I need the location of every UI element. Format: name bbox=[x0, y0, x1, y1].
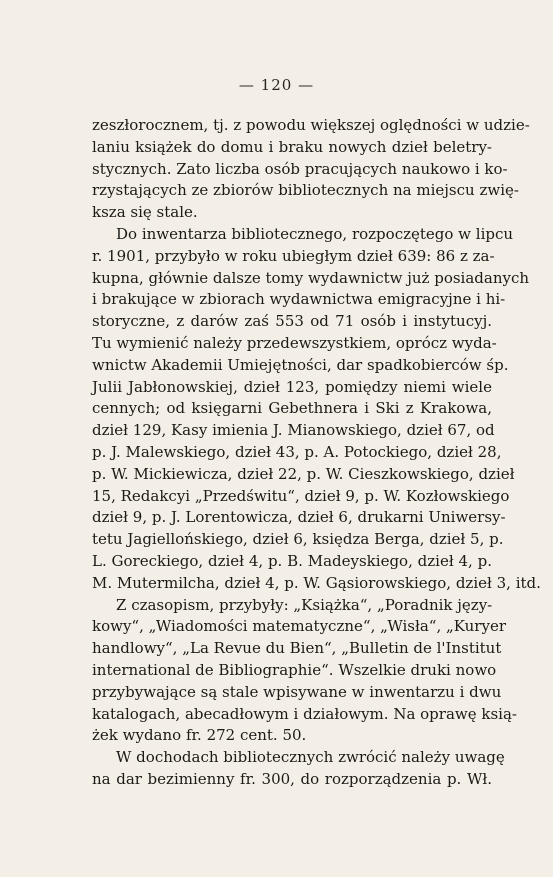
text-line: Tu wymienić należy przedewszystkiem, oprócz wyda- bbox=[92, 333, 497, 352]
text-line: Do inwentarza bibliotecznego, rozpoczętego w lipcu bbox=[116, 224, 514, 243]
text-line: stycznych. Zato liczba osób pracujących naukowo i ko- bbox=[92, 159, 508, 178]
text-line: international de Bibliographie“. Wszelkie druki nowo bbox=[92, 660, 497, 679]
text-line: cennych; od księgarni Gebethnera i Ski z Krakowa, bbox=[92, 399, 492, 418]
text-line: tetu Jagiellońskiego, dzieł 6, księdza Berga, dzieł 5, p. bbox=[92, 530, 504, 549]
text-line: ksza się stale. bbox=[92, 203, 198, 222]
text-line: storyczne, z darów zaś 553 od 71 osób i instytucyj. bbox=[92, 312, 492, 331]
text-line: Z czasopism, przybyły: „Książka“, „Poradnik języ- bbox=[116, 595, 493, 614]
paragraph-2 bbox=[92, 224, 541, 595]
text-line: laniu książek do domu i braku nowych dzieł beletry- bbox=[92, 137, 492, 156]
text-line: W dochodach bibliotecznych zwrócić należy uwagę bbox=[116, 748, 505, 767]
text-line: r. 1901, przybyło w roku ubiegłym dzieł 639: 86 z za- bbox=[92, 246, 495, 265]
text-line: 15, Redakcyi „Przedświtu“, dzieł 9, p. W. Kozłowskiego bbox=[92, 486, 510, 505]
text-line: p. J. Malewskiego, dzieł 43, p. A. Potockiego, dzieł 28, bbox=[92, 442, 502, 461]
text-line: zeszłorocznem, tj. z powodu większej oględności w udzie- bbox=[92, 116, 530, 134]
text-line: katalogach, abecadłowym i działowym. Na oprawę ksią- bbox=[92, 704, 517, 723]
text-line: handlowy“, „La Revue du Bien“, „Bulletin de l'Institut bbox=[92, 639, 502, 658]
text-line: na dar bezimienny fr. 300, do rozporządzenia p. Wł. bbox=[92, 769, 492, 788]
text-line: kowy“, „Wiadomości matematyczne“, „Wisła“, „Kuryer bbox=[92, 617, 507, 636]
text-line: p. W. Mickiewicza, dzieł 22, p. W. Cieszkowskiego, dzieł bbox=[92, 464, 515, 483]
text-line: dzieł 129, Kasy imienia J. Mianowskiego, dzieł 67, od bbox=[92, 421, 495, 440]
text-line: Julii Jabłonowskiej, dzieł 123, pomiędzy niemi wiele bbox=[92, 377, 492, 396]
text-line: L. Goreckiego, dzieł 4, p. B. Madeyskiego, dzieł 4, p. bbox=[92, 551, 492, 570]
text-line: rzystających ze zbiorów bibliotecznych na miejscu zwię- bbox=[92, 181, 519, 200]
text-line: M. Mutermilcha, dzieł 4, p. W. Gąsiorowskiego, dzieł 3, itd. bbox=[92, 573, 541, 592]
text-line: żek wydano fr. 272 cent. 50. bbox=[92, 726, 307, 745]
paragraph-1 bbox=[92, 115, 530, 224]
page-number: — 120 — bbox=[238, 76, 315, 94]
text-line: wnictw Akademii Umiejętności, dar spadkobierców śp. bbox=[92, 355, 509, 374]
text-line: i brakujące w zbiorach wydawnictwa emigracyjne i hi- bbox=[92, 290, 506, 309]
text-line: kupna, głównie dalsze tomy wydawnictw już posiadanych bbox=[92, 268, 530, 287]
paragraph-4 bbox=[92, 747, 505, 791]
text-line: przybywające są stale wpisywane w inwentarzu i dwu bbox=[92, 682, 502, 701]
body-text bbox=[92, 115, 541, 791]
paragraph-3 bbox=[92, 595, 517, 748]
text-line: dzieł 9, p. J. Lorentowicza, dzieł 6, drukarni Uniwersy- bbox=[92, 508, 506, 527]
